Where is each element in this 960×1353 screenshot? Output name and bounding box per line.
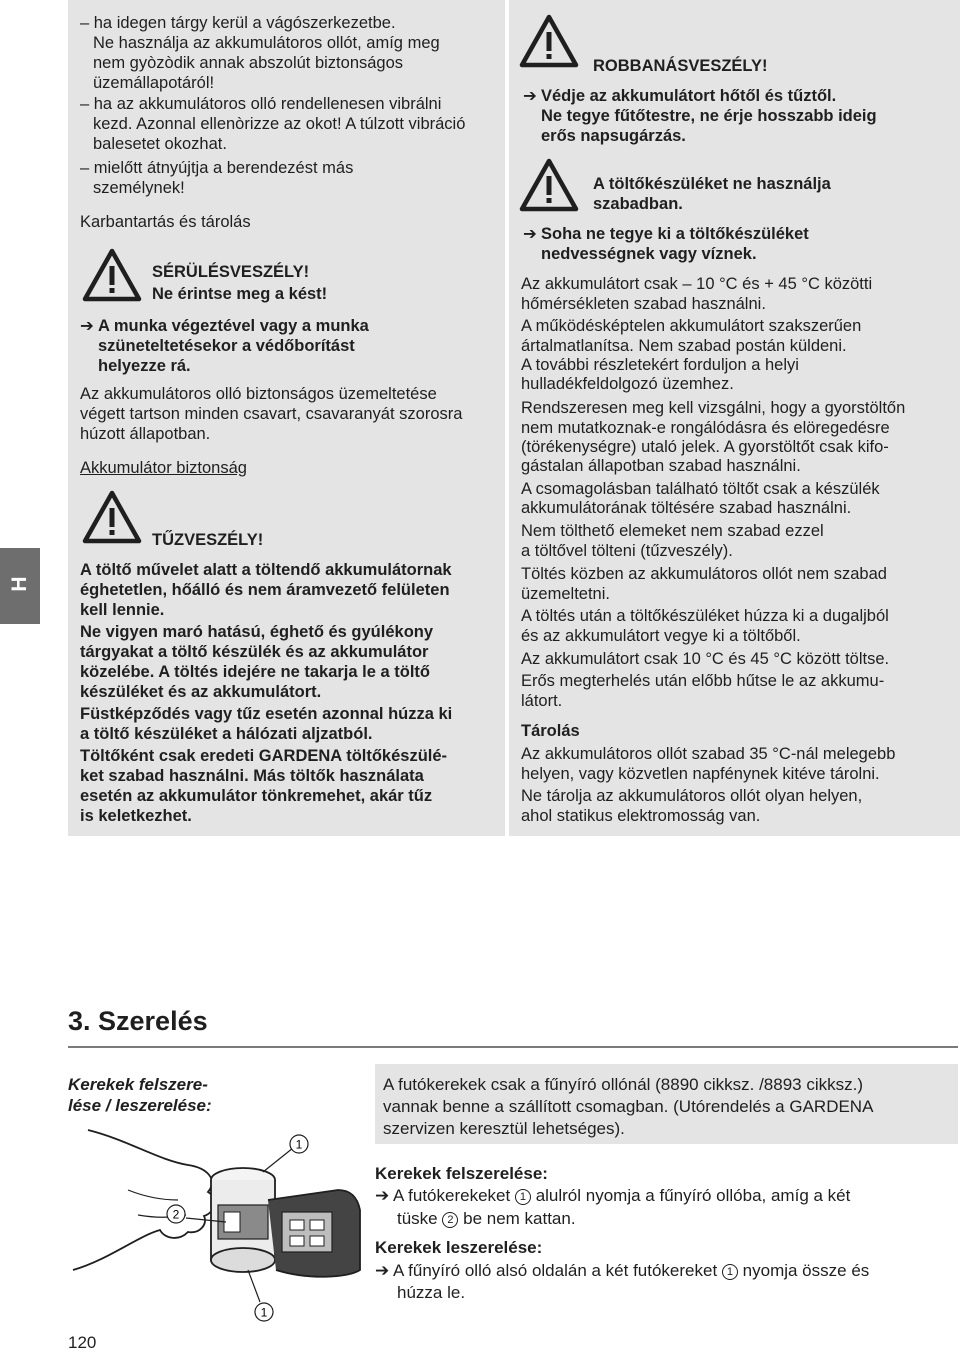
injury-warning-text: Ne érintse meg a kést!	[152, 285, 328, 303]
maintenance-text: Az akkumulátoros olló biztonságos üzemeltetése	[80, 385, 437, 403]
battery-text: akkumulátorának töltésére szabad használni.	[521, 499, 852, 517]
dismount-step: ➔ A fűnyíró olló alsó oldalán a két futókereket 1 nyomja össze és	[375, 1261, 870, 1280]
section-divider	[68, 1046, 958, 1048]
fire-text: kell lennie.	[80, 601, 165, 619]
language-tab	[0, 548, 40, 624]
fire-text: is keletkezhet.	[80, 807, 192, 825]
battery-text: A csomagolásban található töltőt csak a készülék	[521, 480, 880, 498]
bullet-line: – ha az akkumulátoros olló rendellenesen vibrálni	[80, 95, 442, 113]
charger-outdoor-warning: szabadban.	[593, 195, 683, 213]
fire-text: készüléket és az akkumulátort.	[80, 683, 322, 701]
battery-text: Az akkumulátort csak – 10 °C és + 45 °C közötti	[521, 275, 873, 293]
safety-panel-left	[68, 0, 505, 836]
bullet-line: személynek!	[93, 179, 185, 197]
fire-text: esetén az akkumulátor tönkremehet, akár tűz	[80, 787, 433, 805]
battery-text: látort.	[521, 692, 563, 710]
battery-text: Töltés közben az akkumulátoros ollót nem szabad	[521, 565, 887, 583]
injury-warning-title: SÉRÜLÉSVESZÉLY!	[152, 263, 310, 281]
info-text: A futókerekek csak a fűnyíró ollónál (8890 cikksz. /8893 cikksz.)	[383, 1075, 864, 1094]
callout-1-icon: 1	[722, 1264, 738, 1280]
battery-text: ártalmatlanítsa. Nem szabad postán küldeni.	[521, 337, 847, 355]
arrow-right-icon: ➔	[80, 317, 94, 335]
section-title: 3. Szerelés	[68, 1006, 208, 1036]
explosion-step: ➔ Védje az akkumulátort hőtől és tűztől.	[523, 87, 837, 105]
bullet-line: kezd. Azonnal ellenòrizze az okot! A túlzott vibráció	[93, 115, 466, 133]
mount-step: ➔ A futókerekeket 1 alulról nyomja a fűnyíró ollóba, amíg a két	[375, 1186, 851, 1205]
battery-text: Erős megterhelés után előbb hűtse le az akkumu-	[521, 672, 885, 690]
bullet-line: nem gyòzòdik annak abszolút biztonságos	[93, 54, 404, 72]
bullet-line: – ha idegen tárgy kerül a vágószerkezetbe.	[80, 14, 396, 32]
dismount-step: húzza le.	[397, 1283, 466, 1302]
battery-text: (törékenységre) utaló jelek. A gyorstöltőt csak kifo-	[521, 438, 889, 456]
arrow-right-icon: ➔	[523, 87, 537, 105]
mount-heading: Kerekek felszerelése:	[375, 1164, 548, 1183]
info-text: vannak benne a szállított csomagban. (Utórendelés a GARDENA	[383, 1097, 874, 1116]
storage-text: ahol statikus elektromosság van.	[521, 807, 761, 825]
maintenance-text: húzott állapotban.	[80, 425, 211, 443]
fire-text: Töltőként csak eredeti GARDENA töltőkészülé-	[80, 747, 448, 765]
illus-callout-3: 1	[260, 1305, 268, 1320]
battery-text: Rendszeresen meg kell vizsgálni, hogy a gyorstöltőn	[521, 399, 906, 417]
bullet-line: balesetet okozhat.	[93, 135, 227, 153]
arrow-right-icon: ➔	[523, 225, 537, 243]
warning-triangle-icon	[82, 490, 142, 544]
explosion-warning-title: ROBBANÁSVESZÉLY!	[593, 57, 768, 75]
fire-text: Füstképződés vagy tűz esetén azonnal húzza ki	[80, 705, 453, 723]
battery-text: Nem tölthető elemeket nem szabad ezzel	[521, 522, 824, 540]
maintenance-step: szüneteltetésekor a védőborítást	[98, 337, 355, 355]
storage-text: Ne tárolja az akkumulátoros ollót olyan helyen,	[521, 787, 863, 805]
dismount-heading: Kerekek leszerelése:	[375, 1238, 543, 1257]
maintenance-step: ➔ A munka végeztével vagy a munka	[80, 317, 369, 335]
maintenance-heading: Karbantartás és tárolás	[80, 213, 251, 231]
maintenance-text: végett tartson minden csavart, csavaranyát szorosra	[80, 405, 463, 423]
explosion-step: erős napsugárzás.	[541, 127, 686, 145]
warning-triangle-icon	[519, 158, 579, 212]
wheel-mounting-illustration	[68, 1120, 368, 1330]
battery-text: Az akkumulátort csak 10 °C és 45 °C között töltse.	[521, 650, 890, 668]
page-number: 120	[68, 1333, 97, 1352]
wheels-info-box	[375, 1064, 958, 1144]
fire-text: közelébe. A töltés idejére ne takarja le a töltő	[80, 663, 430, 681]
illus-callout-1: 1	[295, 1137, 303, 1152]
battery-text: a töltővel tölteni (tűzveszély).	[521, 542, 733, 560]
language-tab-label: H	[8, 576, 31, 592]
fire-text: A töltő művelet alatt a töltendő akkumulátornak	[80, 561, 452, 579]
battery-text: A további részletekért forduljon a helyi	[521, 356, 799, 374]
battery-text: nem mutatkoznak-e rongálódásra és elöregedésre	[521, 419, 890, 437]
battery-text: üzemeltetni.	[521, 585, 610, 603]
wheels-sidebar-label: Kerekek felszere- lése / leszerelése:	[68, 1075, 212, 1115]
illus-callout-2: 2	[172, 1207, 180, 1222]
battery-text: gástalan állapotban szabad használni.	[521, 457, 801, 475]
explosion-step: Ne tegye fűtőtestre, ne érje hosszabb ideig	[541, 107, 877, 125]
battery-text: A működésképtelen akkumulátort szakszerűen	[521, 317, 862, 335]
bullet-line: Ne használja az akkumulátoros ollót, amíg meg	[93, 34, 440, 52]
maintenance-step: helyezze rá.	[98, 357, 191, 375]
info-text: szervizen keresztül lehetséges).	[383, 1119, 625, 1138]
mount-step: tüske 2 be nem kattan.	[397, 1209, 576, 1228]
callout-1-icon: 1	[515, 1189, 531, 1205]
storage-heading: Tárolás	[521, 722, 580, 740]
charger-outdoor-warning: A töltőkészüléket ne használja	[593, 175, 831, 193]
moisture-step: nedvességnek vagy víznek.	[541, 245, 757, 263]
bullet-line: – mielőtt átnyújtja a berendezést más	[80, 159, 354, 177]
battery-text: hőmérsékleten szabad használni.	[521, 295, 766, 313]
callout-2-icon: 2	[442, 1212, 458, 1228]
safety-panel-right	[509, 0, 960, 836]
warning-triangle-icon	[519, 14, 579, 68]
fire-text: éghetetlen, hőálló és nem áramvezető felületen	[80, 581, 450, 599]
fire-text: a töltő készüléket a hálózati aljzatból.	[80, 725, 373, 743]
fire-warning-title: TŰZVESZÉLY!	[152, 531, 264, 549]
battery-text: A töltés után a töltőkészüléket húzza ki a dugaljból	[521, 607, 889, 625]
fire-text: Ne vigyen maró hatású, éghető és gyúlékony	[80, 623, 434, 641]
warning-triangle-icon	[82, 248, 142, 302]
battery-text: hulladékfeldolgozó üzemhez.	[521, 375, 734, 393]
battery-safety-heading: Akkumulátor biztonság	[80, 459, 247, 477]
moisture-step: ➔ Soha ne tegye ki a töltőkészüléket	[523, 225, 809, 243]
storage-text: Az akkumulátoros ollót szabad 35 °C-nál melegebb	[521, 745, 896, 763]
fire-text: tárgyakat a töltő készülék és az akkumulátor	[80, 643, 429, 661]
storage-text: helyen, vagy közvetlen napfénynek kitéve tárolni.	[521, 765, 880, 783]
bullet-line: üzemállapotáról!	[93, 74, 215, 92]
fire-text: ket szabad használni. Más töltők használata	[80, 767, 424, 785]
battery-text: és az akkumulátort vegye ki a töltőből.	[521, 627, 801, 645]
